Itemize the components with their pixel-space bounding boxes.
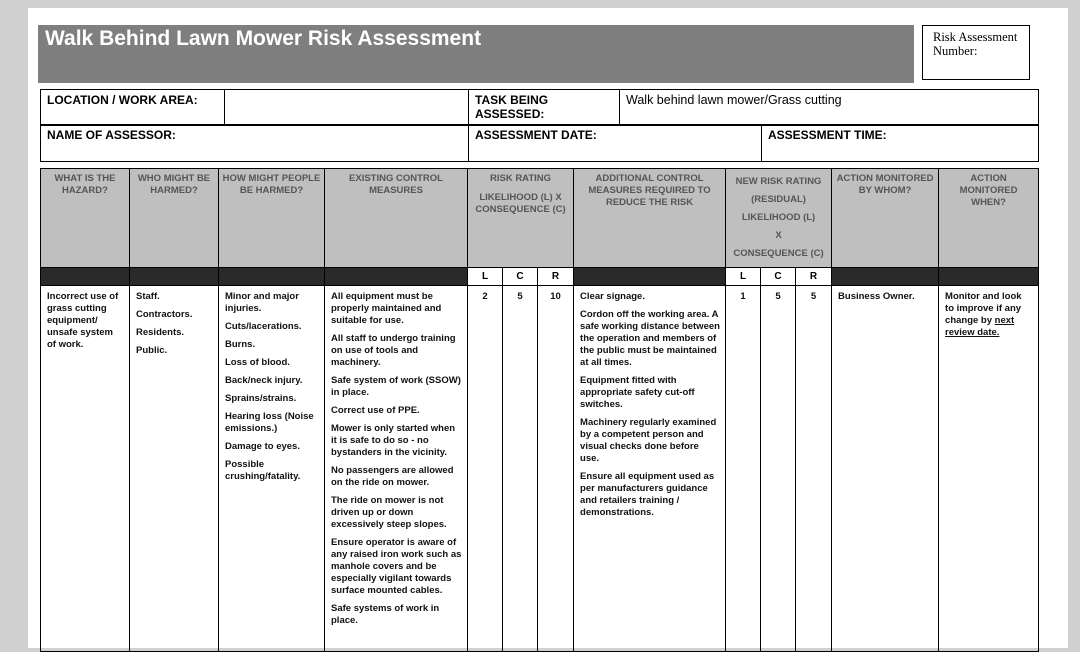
header-new-risk-rating (726, 169, 832, 268)
existing-item: Correct use of PPE. (331, 405, 420, 416)
existing-item: Safe system of work (SSOW) in place. (331, 375, 461, 398)
subheader-blank (325, 268, 468, 286)
task-value: Walk behind lawn mower/Grass cutting (620, 90, 1039, 126)
table-row (41, 286, 1039, 652)
additional-item: Machinery regularly examined by a competent person and visual checks done before use. (580, 417, 717, 464)
ra-number-label-1: Risk Assessment (933, 30, 1018, 44)
by-whom-text: Business Owner. (838, 291, 915, 302)
task-label: TASK BEING ASSESSED: (469, 90, 620, 126)
header-additional: ADDITIONAL CONTROL MEASURES REQUIRED TO REDUCE THE RISK (574, 169, 726, 268)
who-item: Residents. (136, 327, 185, 338)
how-cell (219, 286, 325, 652)
header-how: HOW MIGHT PEOPLE BE HARMED? (219, 169, 325, 268)
page-title: Walk Behind Lawn Mower Risk Assessment (45, 27, 482, 50)
subheader-blank (219, 268, 325, 286)
location-label: LOCATION / WORK AREA: (41, 90, 225, 126)
header-when: ACTION MONITORED WHEN? (939, 169, 1039, 268)
how-item: Burns. (225, 339, 256, 350)
existing-item: Ensure operator is aware of any raised iron work such as manhole covers and be especially vigilant towards surface mounted cables. (331, 537, 462, 596)
how-item: Hearing loss (Noise emissions.) (225, 411, 314, 434)
how-item: Possible crushing/fatality. (225, 459, 301, 482)
header-new-4: X (775, 230, 782, 241)
how-item: Sprains/strains. (225, 393, 297, 404)
subheader-r: R (538, 268, 574, 286)
risk-r-value: 10 (538, 286, 574, 652)
additional-cell (574, 286, 726, 652)
risk-table (40, 168, 1039, 652)
new-risk-c-value: 5 (761, 286, 796, 652)
header-new-3: LIKELIHOOD (L) (741, 212, 816, 223)
ra-number-label-2: Number: (933, 44, 978, 58)
title-banner (38, 25, 914, 83)
existing-item: Safe systems of work in place. (331, 603, 440, 626)
additional-item: Equipment fitted with appropriate safety cut-off switches. (580, 375, 695, 410)
time-label: ASSESSMENT TIME: (762, 125, 1039, 162)
additional-item: Cordon off the working area. A safe working distance between the operation and members of the public must be maintained at all times. (580, 309, 720, 368)
by-whom-cell (832, 286, 939, 652)
new-risk-r-value: 5 (796, 286, 832, 652)
header-who: WHO MIGHT BE HARMED? (130, 169, 219, 268)
how-item: Damage to eyes. (225, 441, 300, 452)
subheader-blank (832, 268, 939, 286)
subheader-new-c: C (761, 268, 796, 286)
header-existing: EXISTING CONTROL MEASURES (325, 169, 468, 268)
header-new-1: NEW RISK RATING (735, 176, 822, 187)
header-hazard: WHAT IS THE HAZARD? (41, 169, 130, 268)
location-value (225, 90, 469, 126)
subheader-blank (939, 268, 1039, 286)
how-item: Cuts/lacerations. (225, 321, 302, 332)
who-item: Public. (136, 345, 168, 356)
existing-item: All staff to undergo training on use of tools and machinery. (331, 333, 456, 368)
assessor-table (40, 124, 1039, 162)
how-item: Loss of blood. (225, 357, 290, 368)
header-risk-rating (468, 169, 574, 268)
risk-assessment-number-box (922, 25, 1030, 80)
location-task-table (40, 89, 1039, 126)
when-link: next review date. (945, 315, 1015, 338)
existing-item: The ride on mower is not driven up or down excessively steep slopes. (331, 495, 447, 530)
header-new-2: (RESIDUAL) (751, 194, 806, 205)
subheader-new-r: R (796, 268, 832, 286)
hazard-cell (41, 286, 130, 652)
existing-item: Mower is only started when it is safe to do so - no bystanders in the vicinity. (331, 423, 456, 458)
who-item: Staff. (136, 291, 160, 302)
header-risk-rating-sub: LIKELIHOOD (L) X CONSEQUENCE (C) (475, 192, 566, 215)
subheader-blank (574, 268, 726, 286)
when-prefix: Monitor and look to improve if any change by (945, 291, 1022, 326)
risk-l-value: 2 (468, 286, 503, 652)
when-text (945, 291, 1033, 339)
when-cell (939, 286, 1039, 652)
header-risk-rating-title: RISK RATING (489, 173, 552, 184)
who-cell (130, 286, 219, 652)
header-new-5: CONSEQUENCE (C) (733, 248, 824, 259)
header-by-whom: ACTION MONITORED BY WHOM? (832, 169, 939, 268)
risk-c-value: 5 (503, 286, 538, 652)
who-item: Contractors. (136, 309, 193, 320)
subheader-new-l: L (726, 268, 761, 286)
how-item: Back/neck injury. (225, 375, 303, 386)
date-label: ASSESSMENT DATE: (469, 125, 762, 162)
additional-item: Ensure all equipment used as per manufacturers guidance and retailers training / demonstrations. (580, 471, 715, 518)
subheader-blank (41, 268, 130, 286)
additional-item: Clear signage. (580, 291, 645, 302)
subheader-l: L (468, 268, 503, 286)
assessor-label: NAME OF ASSESSOR: (41, 125, 469, 162)
existing-item: No passengers are allowed on the ride on mower. (331, 465, 454, 488)
new-risk-l-value: 1 (726, 286, 761, 652)
hazard-text: Incorrect use of grass cutting equipment/ unsafe system of work. (47, 291, 119, 350)
subheader-blank (130, 268, 219, 286)
how-item: Minor and major injuries. (225, 291, 299, 314)
subheader-c: C (503, 268, 538, 286)
document-page (28, 8, 1068, 648)
existing-cell (325, 286, 468, 652)
existing-item: All equipment must be properly maintained and suitable for use. (331, 291, 442, 326)
